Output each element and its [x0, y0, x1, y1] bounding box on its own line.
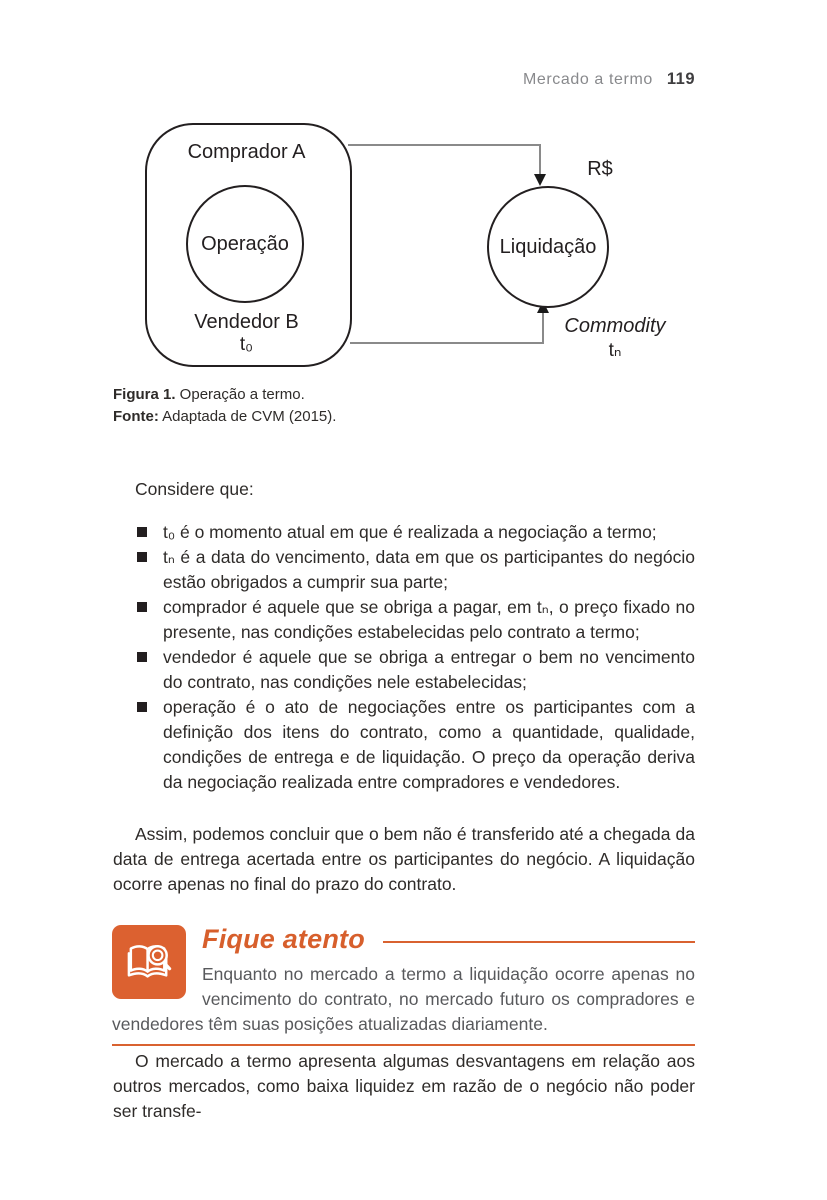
buyer-label: Comprador A [187, 141, 306, 163]
operation-circle [186, 185, 304, 303]
fique-atento-callout [112, 922, 695, 1046]
list-item: t₀ é o momento atual em que é realizada a negociação a termo; [113, 520, 695, 545]
figure-caption [113, 384, 336, 428]
caption-text: Operação a termo. [175, 386, 305, 403]
book-magnifier-icon [112, 925, 186, 999]
source-label: Fonte: [113, 408, 159, 425]
arrow-down-icon [534, 174, 546, 186]
conclusion-paragraph: Assim, podemos concluir que o bem não é transferido até a chegada da data de entrega acertada entre os participantes do negócio. A liquidação ocorre apenas no final do prazo do contrato. [113, 824, 695, 894]
t0-label: t₀ [239, 334, 254, 355]
caption-label: Figura 1. [113, 386, 176, 403]
commodity-label: Commodity [564, 315, 666, 337]
currency-label: R$ [587, 158, 613, 180]
top-connector-horizontal [348, 144, 541, 146]
bottom-connector-vertical [542, 313, 544, 344]
callout-title: Fique atento [202, 924, 365, 954]
section-title: Mercado a termo [522, 71, 653, 88]
callout-text: Enquanto no mercado a termo a liquidação ocorre apenas no vencimento do contrato, no mercado futuro os compradores e vendedores têm suas posições atualizadas diariamente. [112, 964, 695, 1034]
closing-paragraph: O mercado a termo apresenta algumas desvantagens em relação aos outros mercados, como baixa liquidez em razão de o negócio não poder ser transfe- [113, 1051, 695, 1121]
page-number: 119 [666, 70, 695, 88]
list-item: tₙ é a data do vencimento, data em que os participantes do negócio estão obrigados a cumprir sua parte; [113, 545, 695, 595]
settlement-label: Liquidação [499, 235, 597, 258]
list-item: comprador é aquele que se obriga a pagar, em tₙ, o preço fixado no presente, nas condições estabelecidas pelo contrato a termo; [113, 595, 695, 645]
seller-label: Vendedor B [194, 311, 299, 333]
source-text: Adaptada de CVM (2015). [158, 408, 337, 425]
operation-label: Operação [201, 232, 289, 255]
tn-label: tₙ [608, 340, 622, 361]
list-item: vendedor é aquele que se obriga a entregar o bem no vencimento do contrato, nas condições nele estabelecidas; [113, 645, 695, 695]
bottom-connector-horizontal [350, 342, 544, 344]
top-connector-vertical [539, 144, 541, 175]
settlement-circle [487, 186, 609, 308]
callout-bottom-rule [112, 1044, 695, 1046]
callout-title-rule [383, 941, 695, 943]
caption-line [113, 384, 336, 406]
intro-paragraph: Considere que: [135, 479, 254, 499]
figure-1-diagram [0, 0, 827, 420]
callout-header [202, 922, 695, 955]
definition-list [113, 520, 695, 795]
list-item: operação é o ato de negociações entre os participantes com a definição dos itens do contrato, como a quantidade, qualidade, condições de entrega e de liquidação. O preço da operação deriva da negociação realizada entre compradores e vendedores. [113, 695, 695, 795]
source-line [113, 406, 336, 428]
